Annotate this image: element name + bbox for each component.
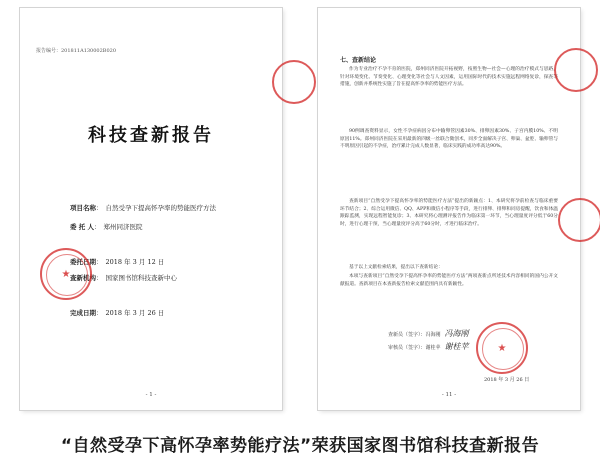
field-value: 2018 年 3 月 12 日	[105, 258, 165, 266]
edge-seal-stamp	[554, 48, 598, 92]
report-conclusion-page	[318, 8, 580, 410]
field-label: 委 托 人	[70, 223, 95, 231]
report-title: 科技查新报告	[88, 125, 214, 146]
official-seal-stamp	[476, 322, 528, 374]
field-label: 完成日期	[70, 309, 96, 317]
field-value: 郑州同济医院	[103, 223, 143, 231]
page-number: - 11 -	[441, 392, 457, 398]
field-value: 自然受孕下提高怀孕率的势能医疗方法	[105, 204, 216, 212]
edge-seal-stamp	[558, 198, 600, 242]
report-date: 2018 年 3 月 26 日	[484, 377, 530, 383]
conclusion-paragraph: 基于以上文献检索结果，提出以下查新结论：	[349, 265, 443, 270]
star-icon: ★	[61, 268, 71, 280]
conclusion-paragraph: 查新项目“自然受孕下提高怀孕率的势能医疗方法”提出的新颖点：1、本研究将孕前检查与临床重要环节结合；2、综合运用微信、QQ、APP和微信小程序等手段，进行排卵、排卵和同房提醒，饮食和体温跟踪监测，实现远程智能复诊；3、本研究将心理测评报告作为临床第一环节，当心理量度评分低于60分时，进行心理干预，当心理量度评分高于60分时，才进行临床治疗。	[340, 199, 558, 227]
field-label: 查新机构	[70, 274, 96, 282]
conclusion-paragraph: 本项与查新项目“自然受孕下提高怀孕率的势能医疗方法”两项查新点所述技术内容相同的国内公开文献报道。查新项目在本查新报告检索文献范围内具有新颖性。	[340, 274, 558, 287]
report-cover-page	[20, 8, 282, 410]
field-label: 项目名称	[70, 204, 96, 212]
field-value: 2018 年 3 月 26 日	[105, 309, 165, 317]
report-number: 报告编号：201811A130002B020	[36, 48, 117, 54]
field-value: 国家图书馆科技查新中心	[105, 274, 177, 282]
field-commission-date: 委托日期： 2018 年 3 月 12 日	[70, 258, 165, 266]
signature-name: 冯海刚	[425, 332, 441, 338]
field-client: 委 托 人： 郑州同济医院	[70, 223, 143, 231]
star-icon: ★	[497, 342, 507, 354]
signature-label: 查新员（签字）：	[388, 332, 426, 338]
reviewer-signature	[388, 328, 469, 339]
field-label: 委托日期	[70, 258, 96, 266]
signature-label: 审核员（签字）：	[388, 345, 426, 351]
handwritten-signature: 冯海刚	[444, 329, 469, 338]
signature-name: 谢桂苹	[425, 345, 441, 351]
official-seal-stamp	[40, 248, 92, 300]
conclusion-paragraph: 90例调查资料显示，女性不孕症病因分布中输卵管因素30%、排卵因素30%、子宫内膜10%、不明原因11%。郑州同济医院在采用最新的四级一丝联合微创术，同步全面解决子宫、卵巢、盆腔、输卵管与不明原因引起的不孕症，治疗累计完成人数显著，临床实践的成功率高达90%。	[340, 129, 558, 150]
image-caption: “自然受孕下高怀孕率势能疗法”荣获国家图书馆科技查新报告	[60, 436, 540, 456]
edge-seal-stamp	[272, 60, 316, 104]
auditor-signature	[388, 341, 469, 352]
page-number: - 1 -	[145, 392, 157, 398]
field-completion-date: 完成日期： 2018 年 3 月 26 日	[70, 309, 165, 317]
conclusion-paragraph: 作为专业治疗不孕不育的医院，郑州同济医院开拓视野，按照生物—社会—心理的治疗模式与思路，针对环境变化、节奏变化、心理变化等社会与人文因素，运用国际时代的技术实施远程网络复诊，探查等措施，创新并系统性实施了旨在提高怀孕率的势能医疗方法。	[340, 67, 558, 88]
section-title: 七、查新结论	[340, 57, 377, 64]
field-institution: 查新机构： 国家图书馆科技查新中心	[70, 274, 177, 282]
field-project-name: 项目名称： 自然受孕下提高怀孕率的势能医疗方法	[70, 204, 216, 212]
handwritten-signature: 谢桂苹	[444, 342, 469, 351]
